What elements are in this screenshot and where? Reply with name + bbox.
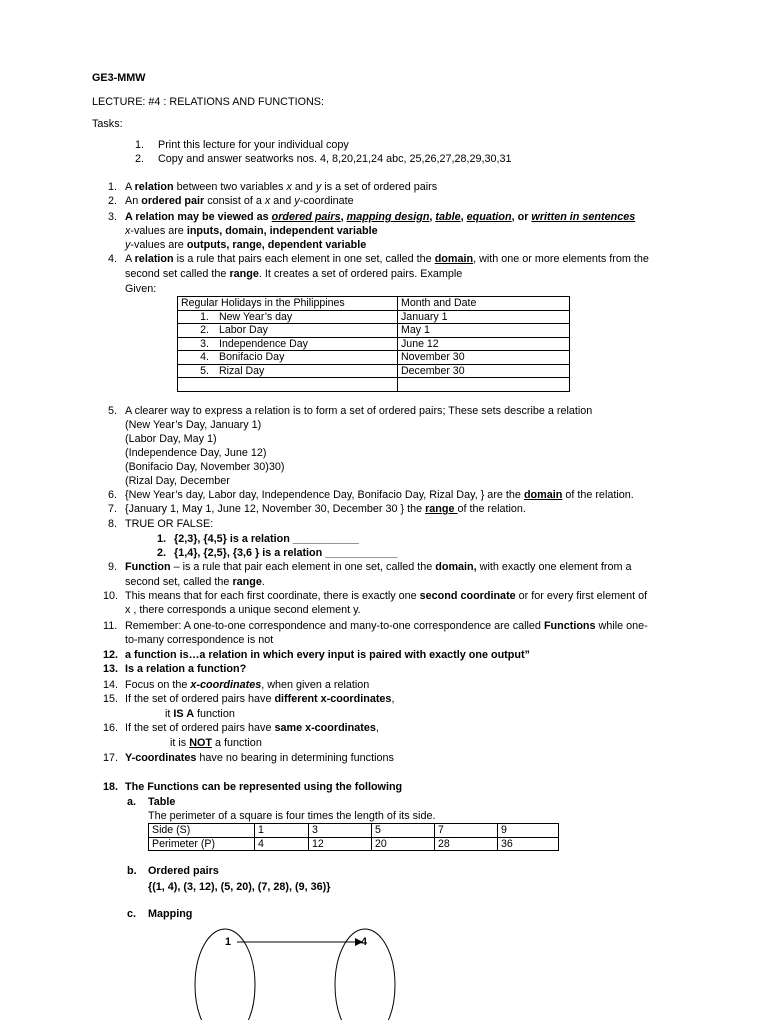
task-1: 1. — [135, 139, 145, 151]
item-8-q1-num: 1. — [157, 533, 167, 545]
tasks-label: Tasks: — [92, 118, 123, 130]
item-17: Y-coordinates have no bearing in determining functions — [125, 752, 394, 764]
table-header-row — [178, 297, 570, 311]
item-number: 8. — [108, 518, 118, 530]
table-cell: November 30 — [398, 351, 570, 365]
item-3-x-values: x-values are inputs, domain, independent variable — [125, 225, 378, 237]
item-9: Function – is a rule that pair each element in one set, called the domain, with exactly one element from a — [125, 561, 632, 573]
item-18c-letter: c. — [127, 908, 137, 920]
item-11-line-2: to-many correspondence is not — [125, 634, 274, 646]
item-13: Is a relation a function? — [125, 663, 247, 675]
item-number: 1. — [108, 181, 118, 193]
table-cell: 5 — [372, 824, 435, 838]
item-number: 7. — [108, 503, 118, 515]
table-cell: 20 — [372, 837, 435, 851]
table-cell: 1. New Year’s day — [178, 310, 398, 324]
table-cell: June 12 — [398, 337, 570, 351]
item-number: 11. — [103, 620, 118, 632]
item-12: a function is…a relation in which every input is paired with exactly one output” — [125, 649, 530, 661]
table-cell: May 1 — [398, 324, 570, 338]
table-row — [178, 310, 570, 324]
item-3-y-values: y-values are outputs, range, dependent variable — [125, 239, 367, 251]
table-cell: 4. Bonifacio Day — [178, 351, 398, 365]
table-row — [178, 324, 570, 338]
task-1-text: Print this lecture for your individual copy — [158, 139, 349, 151]
item-5: A clearer way to express a relation is to form a set of ordered pairs; These sets describe a relation — [125, 405, 593, 417]
item-8: TRUE OR FALSE: — [125, 518, 214, 530]
table-cell: 28 — [435, 837, 498, 851]
item-number: 15. — [103, 693, 119, 705]
table-cell: Perimeter (P) — [149, 837, 255, 851]
item-9-line-2: second set, called the range. — [125, 576, 265, 588]
item-15-line-2: it IS A function — [165, 708, 235, 720]
table-cell: 5. Rizal Day — [178, 364, 398, 378]
table-cell: 3. Independence Day — [178, 337, 398, 351]
item-4: A relation is a rule that pairs each element in one set, called the domain, with one or more elements from the — [125, 253, 649, 265]
item-number: 10. — [103, 590, 119, 602]
item-18a-letter: a. — [127, 796, 137, 808]
item-number: 3. — [108, 211, 118, 223]
table-row — [149, 824, 559, 838]
item-15: If the set of ordered pairs have different x-coordinates, — [125, 693, 395, 705]
ordered-pair: (Labor Day, May 1) — [125, 433, 217, 445]
item-18: The Functions can be represented using the following — [125, 781, 403, 793]
item-18b-letter: b. — [127, 865, 137, 877]
item-18c-label: Mapping — [148, 908, 193, 920]
item-number: 5. — [108, 405, 118, 417]
ordered-pair: (Independence Day, June 12) — [125, 447, 267, 459]
table-row — [178, 364, 570, 378]
item-number: 13. — [103, 663, 119, 675]
table-header: Regular Holidays in the Philippines — [178, 297, 398, 311]
item-number: 12. — [103, 649, 119, 661]
item-14: Focus on the x-coordinates, when given a relation — [125, 679, 370, 691]
ordered-pair: (Rizal Day, December — [125, 475, 230, 487]
item-7: {January 1, May 1, June 12, November 30, December 30 } the range of the relation. — [125, 503, 526, 515]
item-3: A relation may be viewed as ordered pairs, mapping design, table, equation, or written in sentences — [125, 211, 636, 223]
item-number: 6. — [108, 489, 118, 501]
table-cell: 9 — [498, 824, 559, 838]
table-cell — [178, 378, 398, 392]
table-cell: January 1 — [398, 310, 570, 324]
item-number: 18. — [103, 781, 119, 793]
item-number: 14. — [103, 679, 119, 691]
table-row — [178, 337, 570, 351]
item-4-given: Given: — [125, 283, 157, 295]
mapping-range-value: 4 — [361, 936, 368, 948]
item-8-q1: {2,3}, {4,5} is a relation ___________ — [174, 533, 359, 545]
item-11: Remember: A one-to-one correspondence and many-to-one correspondence are called Functions while one- — [125, 620, 648, 632]
table-cell: 2. Labor Day — [178, 324, 398, 338]
table-cell: 12 — [309, 837, 372, 851]
table-cell: Side (S) — [149, 824, 255, 838]
item-2: An ordered pair consist of a x and y-coordinate — [125, 195, 354, 207]
holidays-table — [177, 296, 570, 392]
item-8-q2: {1,4}, {2,5}, {3,6 } is a relation ____________ — [174, 547, 398, 559]
item-number: 4. — [108, 253, 118, 265]
item-18a-label: Table — [148, 796, 176, 808]
task-2: 2. — [135, 153, 145, 165]
item-16-line-2: it is NOT a function — [170, 737, 262, 749]
mapping-diagram — [185, 920, 415, 1020]
lecture-title: LECTURE: #4 : RELATIONS AND FUNCTIONS: — [92, 96, 324, 108]
table-cell: 1 — [255, 824, 309, 838]
table-cell: December 30 — [398, 364, 570, 378]
course-code: GE3-MMW — [92, 72, 146, 84]
item-18a-desc: The perimeter of a square is four times the length of its side. — [148, 810, 436, 822]
item-number: 9. — [108, 561, 118, 573]
mapping-domain-value: 1 — [225, 936, 232, 948]
item-16: If the set of ordered pairs have same x-coordinates, — [125, 722, 379, 734]
item-18b-label: Ordered pairs — [148, 865, 219, 877]
table-cell: 36 — [498, 837, 559, 851]
table-cell — [398, 378, 570, 392]
table-cell: 7 — [435, 824, 498, 838]
perimeter-table — [148, 823, 559, 851]
table-cell: 3 — [309, 824, 372, 838]
table-row — [149, 837, 559, 851]
item-10: This means that for each first coordinate, there is exactly one second coordinate or for every first element of — [125, 590, 648, 602]
item-6: {New Year’s day, Labor day, Independence Day, Bonifacio Day, Rizal Day, } are the domain of the relation. — [125, 489, 634, 501]
table-row — [178, 378, 570, 392]
item-number: 2. — [108, 195, 118, 207]
table-header: Month and Date — [398, 297, 570, 311]
item-1: A relation between two variables x and y is a set of ordered pairs — [125, 181, 438, 193]
ordered-pair: (New Year’s Day, January 1) — [125, 419, 262, 431]
table-row — [178, 351, 570, 365]
task-2-text: Copy and answer seatworks nos. 4, 8,20,21,24 abc, 25,26,27,28,29,30,31 — [158, 153, 512, 165]
item-10-line-2: x , there corresponds a unique second element y. — [125, 604, 361, 616]
item-8-q2-num: 2. — [157, 547, 167, 559]
ordered-pair: (Bonifacio Day, November 30)30) — [125, 461, 285, 473]
item-4-line-2: second set called the range. It creates a set of ordered pairs. Example — [125, 268, 463, 280]
item-number: 17. — [103, 752, 119, 764]
item-number: 16. — [103, 722, 119, 734]
item-18b-pairs: {(1, 4), (3, 12), (5, 20), (7, 28), (9, 36)} — [148, 881, 331, 893]
table-cell: 4 — [255, 837, 309, 851]
